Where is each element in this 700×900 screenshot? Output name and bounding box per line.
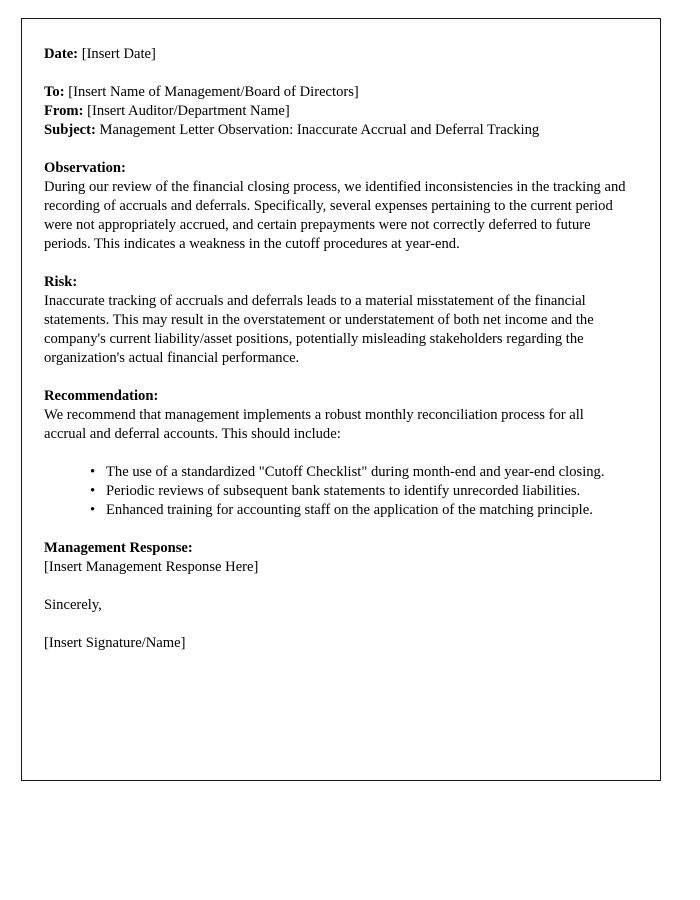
recipient-block [44, 83, 626, 140]
date-line [44, 45, 626, 64]
subject-line [44, 121, 626, 140]
letter-body [22, 19, 660, 653]
letter-page-frame [21, 18, 661, 781]
recommendation-body: We recommend that management implements a robust monthly reconciliation process for all accrual and deferral accounts. This should include: [44, 407, 584, 442]
management-response-body: [Insert Management Response Here] [44, 559, 259, 575]
to-line [44, 83, 626, 102]
management-response-section [44, 539, 626, 577]
risk-body: Inaccurate tracking of accruals and deferrals leads to a material misstatement of the financial statements. This may result in the overstatement or understatement of both net income and the company's current liability/asset positions, potentially misleading stakeholders regarding the organization's actual financial performance. [44, 293, 594, 366]
signature-block [44, 634, 626, 653]
list-item: • Enhanced training for accounting staff on the application of the matching principle. [90, 501, 626, 520]
recommendation-section [44, 387, 626, 444]
signature-text: [Insert Signature/Name] [44, 635, 186, 651]
date-block [44, 45, 626, 64]
to-label: To: [44, 84, 65, 100]
management-response-heading: Management Response: [44, 540, 193, 556]
recommendation-heading: Recommendation: [44, 388, 159, 404]
date-value: [Insert Date] [81, 46, 156, 62]
from-label: From: [44, 103, 84, 119]
observation-body: During our review of the financial closing process, we identified inconsistencies in the tracking and recording of accruals and deferrals. Specifically, several expenses pertaining to the current period were not appropriately accrued, and certain prepayments were not correctly deferred to future periods. This indicates a weakness in the cutoff procedures at year-end. [44, 179, 626, 252]
observation-heading: Observation: [44, 160, 126, 176]
salutation-block [44, 596, 626, 615]
risk-heading: Risk: [44, 274, 78, 290]
subject-value: Management Letter Observation: Inaccurate Accrual and Deferral Tracking [99, 122, 540, 138]
from-value: [Insert Auditor/Department Name] [87, 103, 290, 119]
observation-section [44, 159, 626, 254]
risk-section [44, 273, 626, 368]
list-item: • Periodic reviews of subsequent bank statements to identify unrecorded liabilities. [90, 482, 626, 501]
subject-label: Subject: [44, 122, 96, 138]
to-value: [Insert Name of Management/Board of Directors] [68, 84, 359, 100]
list-item: • The use of a standardized "Cutoff Checklist" during month-end and year-end closing. [90, 463, 626, 482]
recommendation-bullet-list [44, 463, 626, 520]
date-label: Date: [44, 46, 79, 62]
from-line [44, 102, 626, 121]
salutation-text: Sincerely, [44, 597, 102, 613]
